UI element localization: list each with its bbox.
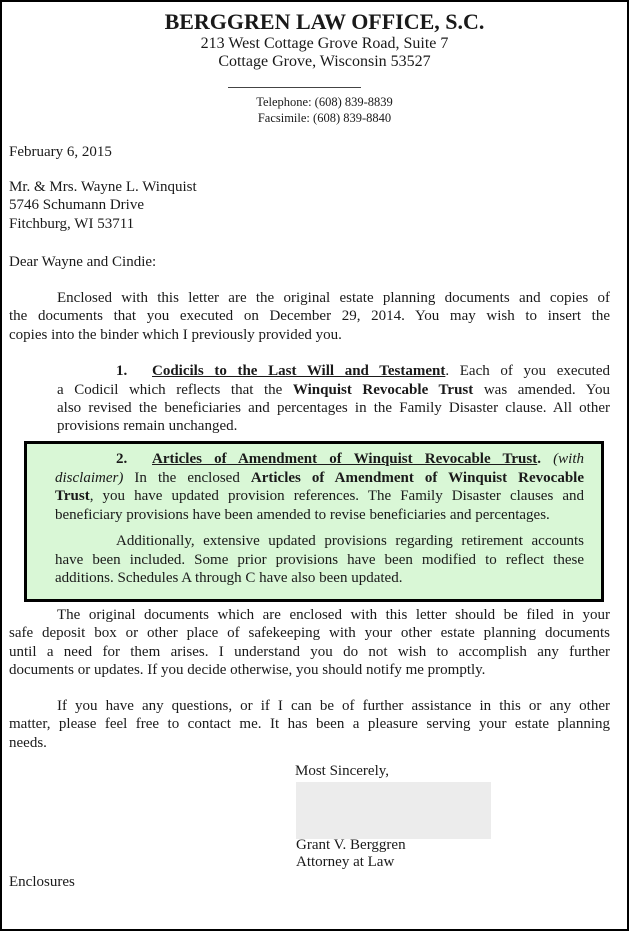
text-segment: If you have any questions, or if I can be of further assistance in this or any other (57, 698, 610, 714)
recipient-line: Fitchburg, WI 53711 (9, 216, 135, 232)
text-segment: have been included. Some prior provisions have been modified to reflect these (55, 552, 584, 568)
letter-date: February 6, 2015 (9, 144, 112, 160)
firm-name: BERGGREN LAW OFFICE, S.C. (164, 9, 485, 34)
text-segment: needs. (9, 735, 47, 751)
salutation: Dear Wayne and Cindie: (9, 254, 157, 270)
paragraph-line (57, 697, 610, 715)
firm-address-line2: Cottage Grove, Wisconsin 53527 (218, 53, 431, 70)
text-segment: , you have updated provision references. The Family Disaster clauses and (89, 488, 584, 504)
text-segment: disclaimer) (55, 470, 124, 486)
text-segment: a Codicil which reflects that the (57, 382, 293, 398)
paragraph-line (57, 289, 610, 307)
redacted-signature (296, 782, 491, 839)
text-segment: also revised the beneficiaries and percentages in the Family Disaster clause. All other (57, 400, 610, 416)
firm-address-line1: 213 West Cottage Grove Road, Suite 7 (200, 35, 449, 52)
text-segment: Additionally, extensive updated provisions regarding retirement accounts (116, 533, 584, 549)
telephone: Telephone: (608) 839-8839 (256, 95, 393, 109)
paragraph-line (55, 569, 584, 587)
paragraph-line (9, 624, 610, 642)
text-segment: Trust (55, 488, 90, 504)
paragraph-line (9, 307, 610, 325)
recipient-line: Mr. & Mrs. Wayne L. Winquist (9, 179, 197, 195)
text-segment: safe deposit box or other place of safekeeping with your other estate planning documents (9, 625, 610, 641)
paragraph-line (152, 450, 584, 468)
text-segment: Codicils to the Last Will and Testament (152, 363, 446, 379)
paragraph-line (9, 734, 610, 752)
paragraph-line (9, 643, 610, 661)
text-segment: Articles of Amendment of Winquist Revocable Trust (152, 451, 538, 467)
text-segment: was amended. You (473, 382, 610, 398)
facsimile: Facsimile: (608) 839-8840 (257, 111, 392, 125)
text-segment: Articles of Amendment of Winquist Revocable (250, 470, 584, 486)
paragraph-line (116, 532, 584, 550)
text-segment: beneficiary provisions have been amended to revise beneficiaries and percentages. (55, 507, 550, 523)
text-segment: . Each of you executed (445, 363, 610, 379)
text-segment: matter, please feel free to contact me. It has been a pleasure serving your estate planning (9, 716, 610, 732)
paragraph-line (152, 362, 610, 380)
paragraph-line (55, 506, 584, 524)
item-number: 2. (116, 451, 128, 467)
text-segment: documents or updates. If you decide otherwise, you should notify me promptly. (9, 662, 486, 678)
text-segment: the documents that you executed on December 29, 2014. You may wish to insert the (9, 308, 610, 324)
paragraph-line (55, 551, 584, 569)
signer-title: Attorney at Law (296, 854, 395, 870)
paragraph-line (9, 326, 610, 344)
paragraph-line (57, 606, 610, 624)
paragraph-line (57, 417, 610, 435)
text-segment: The original documents which are enclosed with this letter should be filed in your (57, 607, 610, 623)
text-segment: Winquist Revocable Trust (292, 382, 474, 398)
text-segment: copies into the binder which I previously provided you. (9, 327, 342, 343)
paragraph-line (57, 381, 610, 399)
paragraph-line (55, 487, 584, 505)
letterhead-divider (228, 87, 361, 88)
text-segment: additions. Schedules A through C have also been updated. (55, 570, 403, 586)
paragraph-line (9, 715, 610, 733)
paragraph-line (55, 469, 584, 487)
text-segment: . (537, 451, 554, 467)
paragraph-line (9, 661, 610, 679)
item-number: 1. (116, 363, 128, 379)
recipient-line: 5746 Schumann Drive (9, 197, 144, 213)
text-segment: provisions remain unchanged. (57, 418, 238, 434)
text-segment: Enclosed with this letter are the original estate planning documents and copies of (57, 290, 610, 306)
text-segment: (with (553, 451, 584, 467)
text-segment: until a need for them arises. I understand you do not wish to accomplish any further (9, 644, 610, 660)
text-segment: In the enclosed (123, 470, 251, 486)
closing: Most Sincerely, (295, 763, 390, 779)
enclosures: Enclosures (9, 874, 75, 890)
paragraph-line (57, 399, 610, 417)
signer-name: Grant V. Berggren (296, 837, 406, 853)
